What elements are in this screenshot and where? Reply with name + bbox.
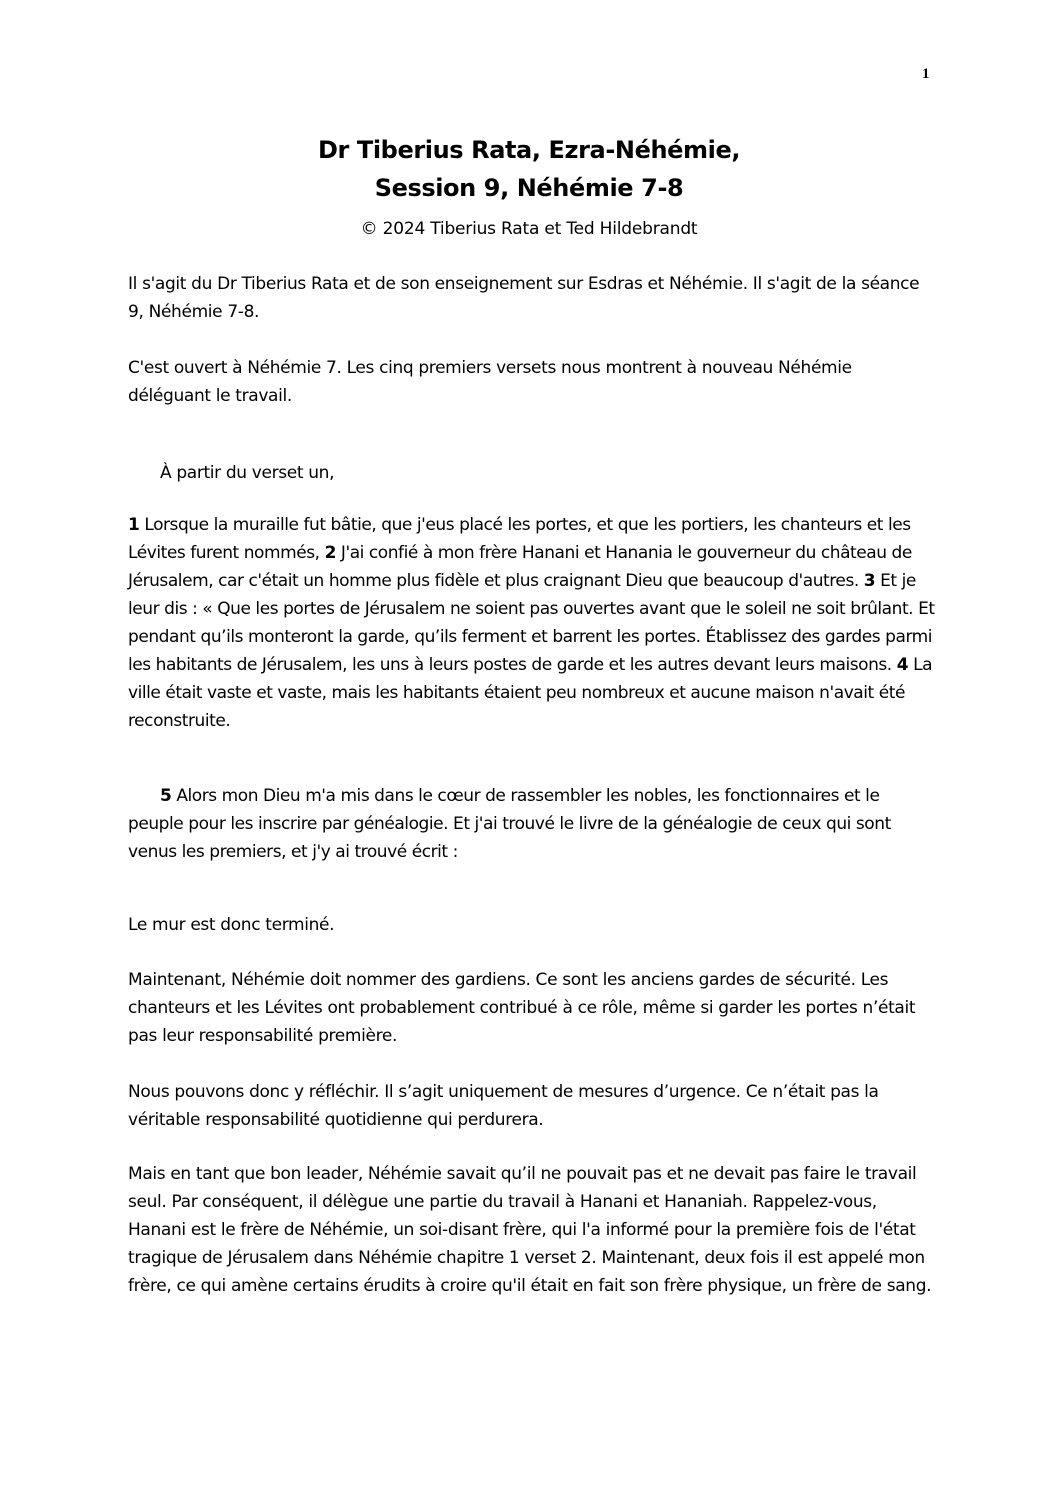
verse-number-1: 1 (128, 515, 140, 535)
verse-3: Et je leur dis : « Que les portes de Jérusalem ne soient pas ouvertes avant que le soleil ne soit brûlant. Et pendant qu’ils monteront la garde, qu’ils ferment et barrent les portes. Établissez des gardes parmi les habitants de Jérusalem, les uns à leurs postes de garde et les autres devant leurs maisons. (128, 571, 935, 675)
verse-number-4: 4 (896, 655, 909, 675)
verse-number-3: 3 (863, 571, 876, 591)
document-title (0, 131, 1058, 207)
opening-paragraph: C'est ouvert à Néhémie 7. Les cinq premiers versets nous montrent à nouveau Néhémie déléguant le travail. (128, 358, 852, 406)
scripture-passage-5 (128, 782, 938, 866)
from-verse-line: À partir du verset un, (160, 463, 335, 483)
title-line-2: Session 9, Néhémie 7-8 (374, 174, 684, 202)
verse-1: Lorsque la muraille fut bâtie, que j'eus placé les portes, et que les portiers, les chanteurs et les Lévites furent nommés, (128, 515, 911, 563)
verse-number-5: 5 (160, 786, 172, 806)
verse-number-2: 2 (324, 543, 336, 563)
guards-paragraph: Maintenant, Néhémie doit nommer des gardiens. Ce sont les anciens gardes de sécurité. Les chanteurs et les Lévites ont probablement contribué à ce rôle, même si garder les portes n’était pas leur responsabilité première. (128, 970, 916, 1046)
verse-2: J'ai confié à mon frère Hanani et Hanania le gouverneur du château de Jérusalem, car c'était un homme plus fidèle et plus craignant Dieu que beaucoup d'autres. (128, 543, 912, 591)
copyright-notice: © 2024 Tiberius Rata et Ted Hildebrandt (360, 219, 698, 239)
scripture-passage-1-4 (128, 511, 938, 735)
verse-5: Alors mon Dieu m'a mis dans le cœur de rassembler les nobles, les fonctionnaires et le peuple pour les inscrire par généalogie. Et j'ai trouvé le livre de la généalogie de ceux qui sont venus les premiers, et j'y ai trouvé écrit : (128, 786, 891, 862)
title-line-1: Dr Tiberius Rata, Ezra-Néhémie, (317, 136, 741, 164)
page-number: 1 (922, 66, 930, 82)
leader-paragraph: Mais en tant que bon leader, Néhémie savait qu’il ne pouvait pas et ne devait pas faire le travail seul. Par conséquent, il délègue une partie du travail à Hanani et Hananiah. Rappelez-vous, Hanani est le frère de Néhémie, un soi-disant frère, qui l'a informé pour la première fois de l'état tragique de Jérusalem dans Néhémie chapitre 1 verset 2. Maintenant, deux fois il est appelé mon frère, ce qui amène certains érudits à croire qu'il était en fait son frère physique, un frère de sang. (128, 1164, 932, 1296)
verse-4: La ville était vaste et vaste, mais les habitants étaient peu nombreux et aucune maison n'avait été reconstruite. (128, 655, 933, 731)
reflect-paragraph: Nous pouvons donc y réfléchir. Il s’agit uniquement de mesures d’urgence. Ce n’était pas la véritable responsabilité quotidienne qui perdurera. (128, 1082, 879, 1130)
wall-done-paragraph: Le mur est donc terminé. (128, 915, 335, 935)
intro-paragraph: Il s'agit du Dr Tiberius Rata et de son enseignement sur Esdras et Néhémie. Il s'agit de la séance 9, Néhémie 7-8. (128, 274, 920, 322)
